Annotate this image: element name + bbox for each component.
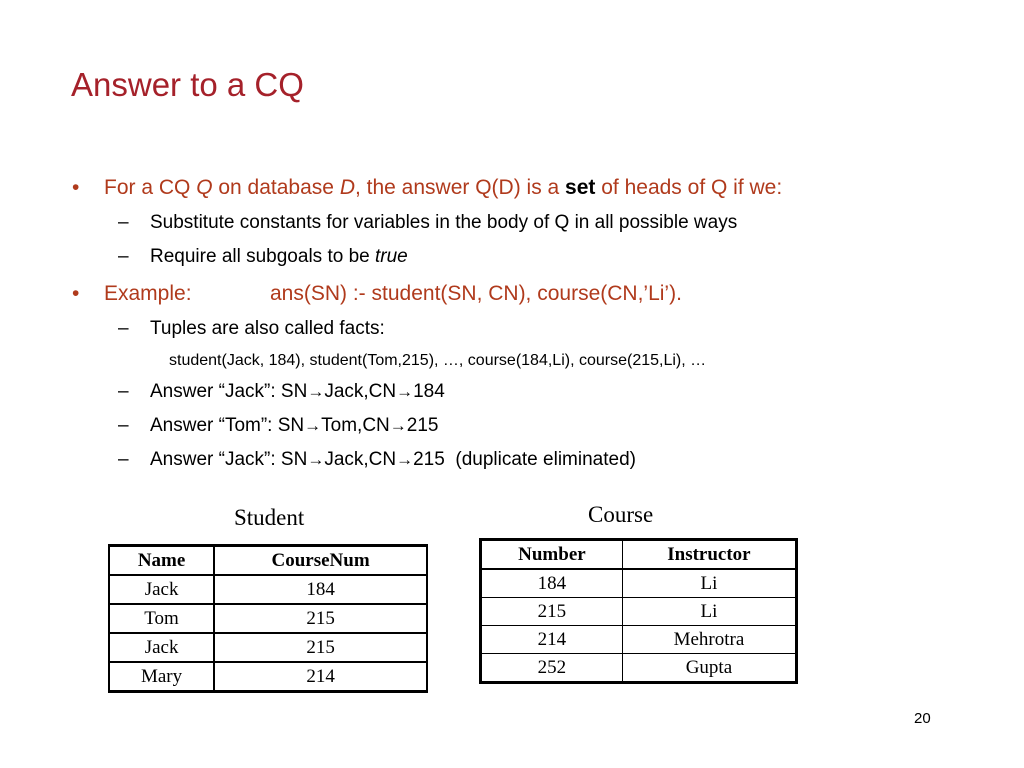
bullet-marker: • <box>72 282 80 305</box>
arrow-icon: → <box>389 416 407 435</box>
arrow-icon: → <box>307 382 325 401</box>
table-cell: Li <box>622 569 796 598</box>
table-cell: Gupta <box>622 654 796 683</box>
table-cell: Li <box>622 598 796 626</box>
table-cell: 215 <box>481 598 623 626</box>
dash-marker: – <box>118 318 129 339</box>
table-row <box>481 598 797 626</box>
table-row <box>481 569 797 598</box>
course-table-caption: Course <box>588 502 654 527</box>
table-header-row <box>481 540 797 570</box>
student-table-caption: Student <box>234 505 305 530</box>
table-cell: Jack <box>109 575 214 604</box>
table-row <box>481 626 797 654</box>
student-table <box>108 544 428 693</box>
table-cell: Mary <box>109 662 214 692</box>
table-cell: 214 <box>214 662 427 692</box>
arrow-icon: → <box>396 450 414 469</box>
bullet-cq-definition: • For a CQ Q on database D, the answer Q(D) is a set of heads of Q if we: <box>72 176 783 199</box>
answer-line-1: – Answer “Jack”: SN→Jack,CN→184 <box>118 381 445 402</box>
facts-line: student(Jack, 184), student(Tom,215), …, course(184,Li), course(215,Li), … <box>169 352 707 369</box>
bullet-example: • Example: ans(SN) :- student(SN, CN), course(CN,’Li’). <box>72 282 682 305</box>
answer-line-2: – Answer “Tom”: SN→Tom,CN→215 <box>118 415 439 436</box>
table-header-row <box>109 546 427 576</box>
arrow-icon: → <box>396 382 414 401</box>
column-header-number: Number <box>481 540 623 570</box>
bullet-marker: • <box>72 176 80 199</box>
column-header-name: Name <box>109 546 214 576</box>
table-cell: 214 <box>481 626 623 654</box>
column-header-coursenum: CourseNum <box>214 546 427 576</box>
table-cell: 252 <box>481 654 623 683</box>
table-row <box>109 633 427 662</box>
dash-marker: – <box>118 449 129 470</box>
table-cell: Tom <box>109 604 214 633</box>
sub-bullet-tuples: – Tuples are also called facts: <box>118 318 385 339</box>
course-table <box>479 538 798 684</box>
table-cell: Jack <box>109 633 214 662</box>
table-cell: 184 <box>214 575 427 604</box>
slide-title: Answer to a CQ <box>71 66 304 103</box>
table-row <box>109 575 427 604</box>
table-cell: 184 <box>481 569 623 598</box>
table-cell: 215 <box>214 604 427 633</box>
table-cell: 215 <box>214 633 427 662</box>
table-row <box>481 654 797 683</box>
dash-marker: – <box>118 381 129 402</box>
answer-line-3: – Answer “Jack”: SN→Jack,CN→215 (duplicate eliminated) <box>118 449 636 470</box>
column-header-instructor: Instructor <box>622 540 796 570</box>
sub-bullet-substitute: – Substitute constants for variables in the body of Q in all possible ways <box>118 212 738 233</box>
dash-marker: – <box>118 415 129 436</box>
dash-marker: – <box>118 212 129 233</box>
table-row <box>109 662 427 692</box>
dash-marker: – <box>118 246 129 267</box>
table-row <box>109 604 427 633</box>
sub-bullet-require: – Require all subgoals to be true <box>118 246 408 267</box>
table-cell: Mehrotra <box>622 626 796 654</box>
arrow-icon: → <box>307 450 325 469</box>
page-number: 20 <box>914 710 931 727</box>
arrow-icon: → <box>304 416 322 435</box>
